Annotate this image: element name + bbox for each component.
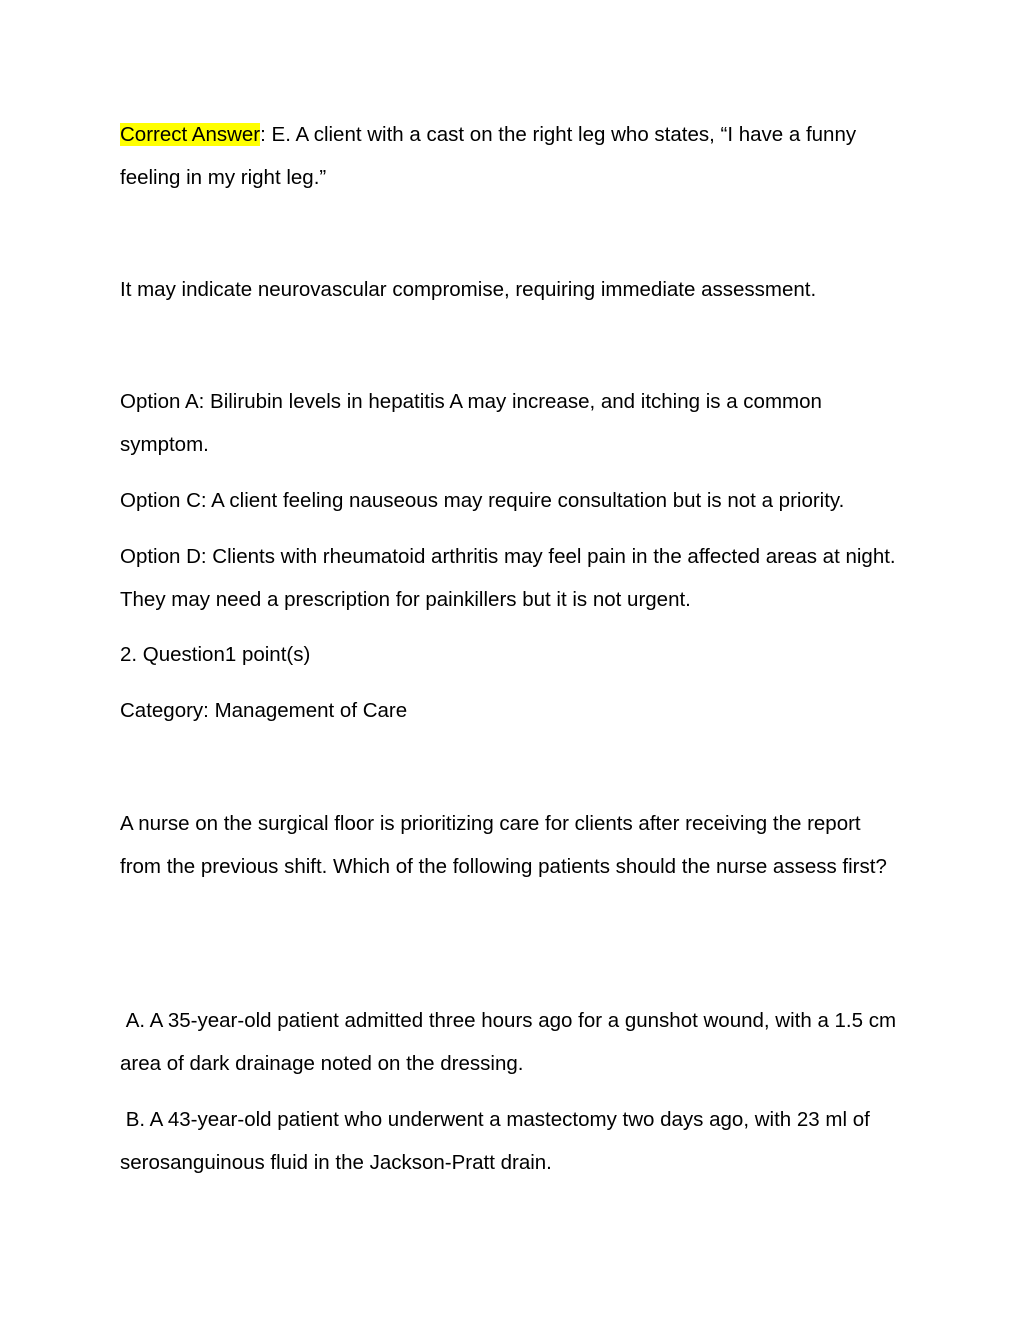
question-header: 2. Question1 point(s): [120, 643, 311, 666]
answer-choice-b: B. A 43-year-old patient who underwent a mastectomy two days ago, with 23 ml of serosanguinous fluid in the Jackson-Pratt drain.: [120, 1108, 876, 1174]
correct-answer-paragraph: [120, 113, 900, 199]
rationale-paragraph: It may indicate neurovascular compromise, requiring immediate assessment.: [120, 278, 817, 301]
correct-answer-label: Correct Answer: [120, 123, 261, 146]
answer-choice-a: A. A 35-year-old patient admitted three hours ago for a gunshot wound, with a 1.5 cm area of dark drainage noted on the dressing.: [120, 1009, 902, 1075]
correct-answer-text: : E. A client with a cast on the right leg who states, “I have a funny feeling in my right leg.”: [120, 123, 857, 189]
option-c-explanation: Option C: A client feeling nauseous may require consultation but is not a priority.: [120, 489, 845, 512]
option-a-explanation: Option A: Bilirubin levels in hepatitis A may increase, and itching is a common symptom.: [120, 390, 822, 456]
option-d-explanation: Option D: Clients with rheumatoid arthritis may feel pain in the affected areas at night. They may need a prescription for painkillers but it is not urgent.: [120, 545, 896, 611]
question-text: A nurse on the surgical floor is prioritizing care for clients after receiving the report from the previous shift. Which of the following patients should the nurse assess first?: [120, 812, 887, 878]
question-category: Category: Management of Care: [120, 699, 408, 722]
